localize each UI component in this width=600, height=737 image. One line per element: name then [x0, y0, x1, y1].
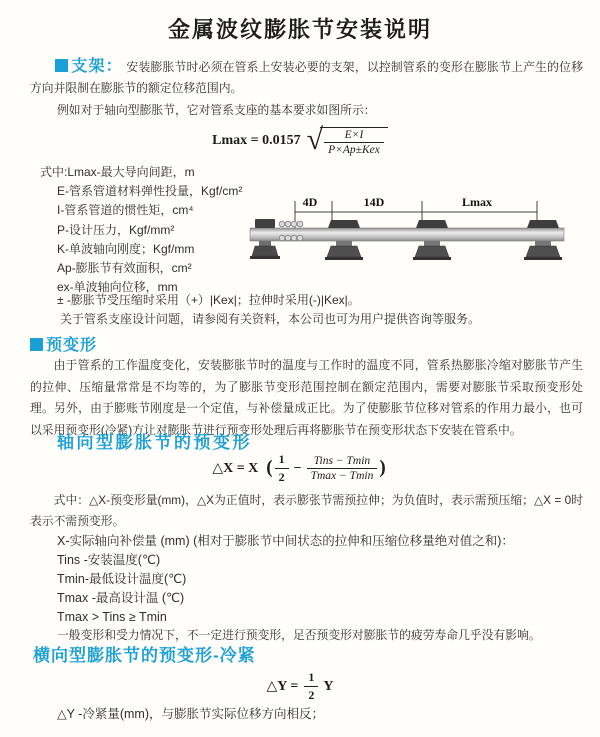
section-bullet-icon [30, 338, 43, 351]
lateral-frac-den: 2 [308, 688, 315, 702]
definition-line: Ap-膨胀节有效面积，cm² [57, 261, 192, 276]
axial-frac1-num: 1 [275, 452, 289, 469]
lateral-subheading: 横向型膨胀节的预变形-冷紧 [33, 646, 256, 665]
axial-definition-line: X-实际轴向补偿量 (mm) (相对于膨胀节中间状态的拉伸和压缩位移量绝对值之和)： [57, 534, 514, 548]
axial-frac1-den: 2 [278, 470, 285, 484]
definition-line: K-单波轴向刚度；Kgf/mm [57, 241, 195, 256]
lateral-formula-rhs: Y [323, 678, 334, 694]
lmax-formula-lhs: Lmax = 0.0157 [212, 133, 301, 148]
axial-frac2-num: Tins − Tmin [307, 455, 378, 469]
predeform-paragraph: 由于管系的工作温度变化，安装膨胀节时的温度与工作时的温度不同，管系热膨胀冷缩对膨胀节产生的拉伸、压缩量常常是不均等的，为了膨胀节变形范围控制在额定范围内，需要对膨胀节采取预变形处理。另外，由于膨账节刚度是一个定值，与补偿量成正比。为了使膨胀节位移对管系的作用力最小，也可以采用预变形(冷紧)方让对膨胀节进行预变形处理后再将膨胀节在预变形状态下安装在管系中。 [30, 358, 583, 437]
definition-line: 式中:Lmax-最大导向间距，m [40, 165, 195, 179]
section-bullet-icon [55, 59, 68, 72]
consulting-note-line: 关于管系支座设计问题，请参阅有关资料，本公司也可为用户提供咨询等服务。 [60, 312, 481, 326]
definition-line: ex-单波轴向位移，mm [57, 280, 178, 295]
lateral-formula [0, 670, 600, 703]
axial-definitions [57, 532, 582, 627]
predeform-heading-label: 预变形 [46, 337, 98, 354]
dim-label-4d: 4D [302, 195, 318, 209]
dim-label-14d: 14D [363, 195, 385, 209]
axial-formula [0, 452, 600, 485]
lmax-formula-numerator: E×I [324, 129, 384, 143]
axial-formula-lhs: △X = X [212, 461, 259, 476]
support-intro-text: 安装膨胀节时必须在管系上安装必要的支架，以控制管系的变形在膨胀节上产生的位移方向并限制在膨胀节的额定位移范围内。 [30, 60, 583, 95]
page-title: 金属波纹膨胀节安装说明 [167, 17, 432, 42]
axial-note-paragraph: 式中：△X-预变形量(mm)，△X为正值时，表示膨张节需预拉伸；为负值时，表示需预压缩；△X = 0时表示不需预变形。 [30, 493, 583, 528]
radical-sign: √ [306, 123, 324, 156]
lmax-formula [0, 123, 600, 156]
support-section-heading: 支架： [71, 58, 123, 75]
definition-line: I-管系管道的惯性矩，cm⁴ [57, 203, 194, 218]
support-paragraph [30, 56, 583, 99]
definition-line: P-设计压力，Kgf/mm² [57, 222, 175, 237]
axial-definition-line: Tins -安装温度(℃) [57, 553, 161, 567]
axial-definition-line: Tmin-最低设计温度(℃) [57, 572, 187, 586]
open-paren: ( [266, 456, 273, 478]
axial-closing-line: 一般变形和受力情况下，不一定进行预变形，足否预变形对膨胀节的疲劳寿命几乎没有影响。 [57, 628, 541, 642]
pipe-support-diagram [248, 192, 580, 272]
lmax-formula-denominator: P×Ap±Kex [328, 143, 380, 156]
kex-note-line: ± -膨胀节受压缩时采用（+）|Kex|；拉伸时采用(-)|Kex|。 [57, 293, 360, 307]
definition-line: E-管系管道材料弹性投量，Kgf/cm² [57, 184, 243, 199]
minus-sign: − [293, 460, 302, 476]
axial-definition-line: Tmax -最高设计温 (℃) [57, 591, 185, 605]
lateral-frac-num: 1 [304, 670, 318, 687]
axial-subheading: 轴向型膨胀节的预变形 [57, 433, 252, 452]
support-example-line: 例如对于轴向型膨胀节，它对管系支座的基本要求如图所示： [57, 103, 376, 117]
lateral-note-line: △Y -冷紧量(mm)，与膨胀节实际位移方向相反； [57, 707, 325, 721]
close-paren: ) [379, 456, 386, 478]
dim-label-lmax: Lmax [462, 195, 492, 209]
lateral-formula-lhs: △Y = [266, 679, 299, 694]
predeform-section-heading [30, 332, 97, 355]
axial-definition-line: Tmax > Tins ≥ Tmin [57, 610, 167, 624]
axial-frac2-den: Tmax − Tmin [310, 470, 374, 482]
